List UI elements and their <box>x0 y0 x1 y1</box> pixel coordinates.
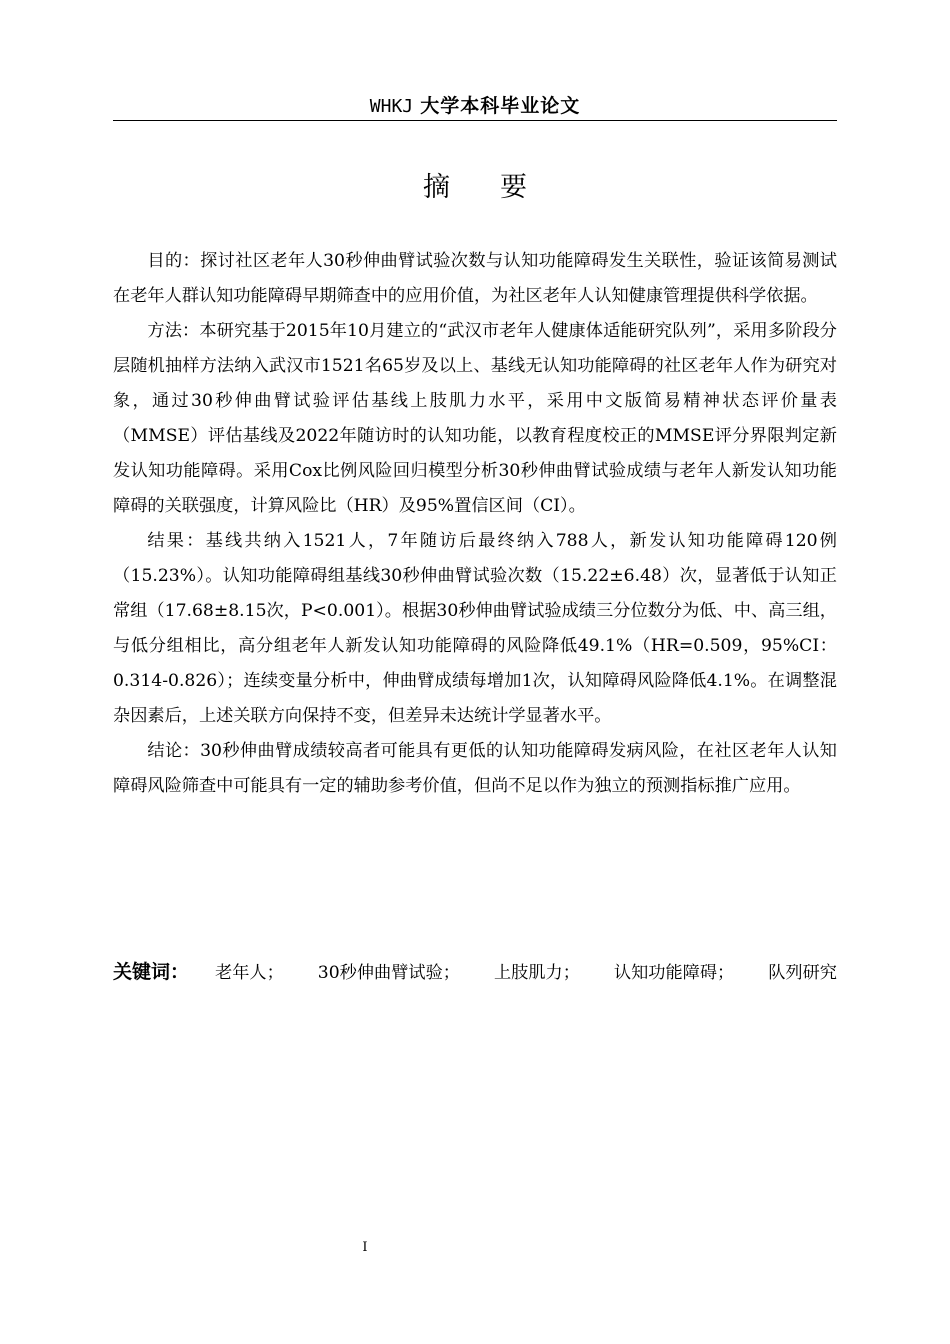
keyword-item: 队列研究 <box>768 963 837 983</box>
keyword-item: 上肢肌力； <box>493 963 580 983</box>
keyword-item: 30秒伸曲臂试验； <box>317 963 460 983</box>
header-rule <box>113 120 837 121</box>
header-university-code: WHKJ <box>369 96 414 117</box>
page-header <box>113 94 837 119</box>
keywords-list <box>215 956 837 991</box>
page-number: I <box>362 1240 368 1255</box>
abstract-body <box>113 244 837 804</box>
keywords-line <box>113 955 837 991</box>
abstract-results: 结果：基线共纳入1521人，7年随访后最终纳入788人，新发认知功能障碍120例（15.23%）。认知功能障碍组基线30秒伸曲臂试验次数（15.22±6.48）次，显著低于认知正常组（17.68±8.15次，P<0.001）。根据30秒伸曲臂试验成绩三分位数分为低、中、高三组，与低分组相比，高分组老年人新发认知功能障碍的风险降低49.1%（HR=0.509，95%CI：0.314-0.826）；连续变量分析中，伸曲臂成绩每增加1次，认知障碍风险降低4.1%。在调整混杂因素后，上述关联方向保持不变，但差异未达统计学显著水平。 <box>113 531 837 726</box>
abstract-conclusion: 结论：30秒伸曲臂成绩较高者可能具有更低的认知功能障碍发病风险，在社区老年人认知障碍风险筛查中可能具有一定的辅助参考价值，但尚不足以作为独立的预测指标推广应用。 <box>113 741 837 796</box>
abstract-objective: 目的：探讨社区老年人30秒伸曲臂试验次数与认知功能障碍发生关联性，验证该简易测试在老年人群认知功能障碍早期筛查中的应用价值，为社区老年人认知健康管理提供科学依据。 <box>113 251 837 306</box>
keyword-item: 认知功能障碍； <box>613 963 735 983</box>
abstract-methods: 方法：本研究基于2015年10月建立的“武汉市老年人健康体适能研究队列”，采用多阶段分层随机抽样方法纳入武汉市1521名65岁及以上、基线无认知功能障碍的社区老年人作为研究对象，通过30秒伸曲臂试验评估基线上肢肌力水平，采用中文版简易精神状态评价量表（MMSE）评估基线及2022年随访时的认知功能，以教育程度校正的MMSE评分界限判定新发认知功能障碍。采用Cox比例风险回归模型分析30秒伸曲臂试验成绩与老年人新发认知功能障碍的关联强度，计算风险比（HR）及95%置信区间（CI）。 <box>113 321 837 516</box>
keywords-label: 关键词： <box>113 961 190 983</box>
header-document-type: 大学本科毕业论文 <box>420 95 581 117</box>
abstract-title: 摘要 <box>423 172 577 203</box>
keyword-item: 老年人； <box>215 963 284 983</box>
